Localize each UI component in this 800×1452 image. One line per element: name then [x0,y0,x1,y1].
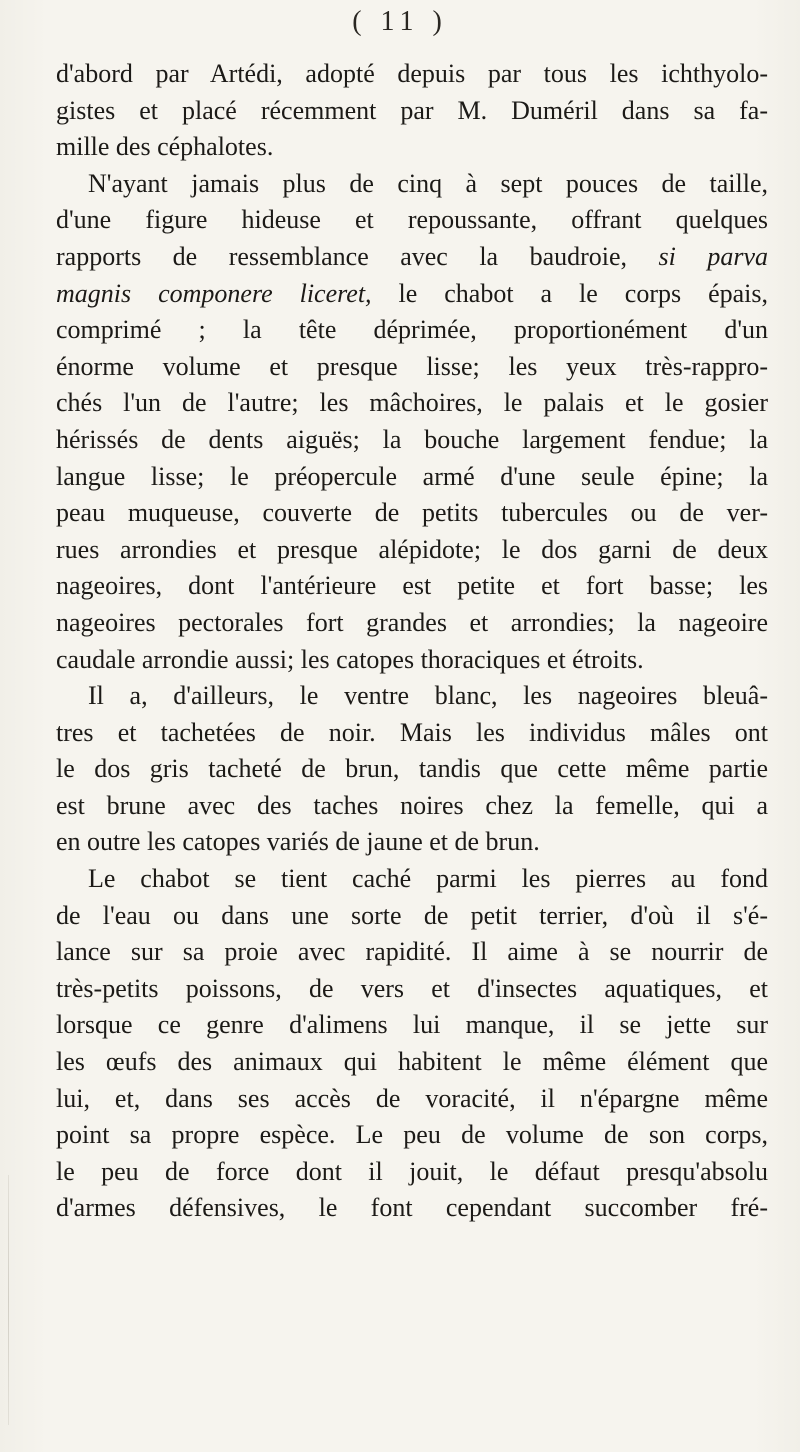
text-line: N'ayant jamais plus de cinq à sept pouces de taille, [88,168,768,198]
text-line: chés l'un de l'autre; les mâchoires, le palais et le gosier [56,388,768,418]
text-line: de l'eau ou dans une sorte de petit terrier, d'où il s'é- [56,900,768,930]
text-line: le peu de force dont il jouit, le défaut presqu'absolu [56,1156,768,1186]
text-line: lorsque ce genre d'alimens lui manque, il se jette sur [56,1010,768,1040]
text-line: caudale arrondie aussi; les catopes thoraciques et étroits. [56,644,644,674]
text-line: le dos gris tacheté de brun, tandis que cette même partie [56,754,768,784]
text-line: comprimé ; la tête déprimée, proportionément d'un [56,315,768,345]
text-line: langue lisse; le préopercule armé d'une seule épine; la [56,461,768,491]
latin-quote: magnis componere liceret, [56,278,372,308]
text-line: gistes et placé récemment par M. Duméril dans sa fa- [56,95,768,125]
latin-quote: si parva [658,241,768,271]
page-number-header: ( 11 ) [352,6,448,37]
text-line: Il a, d'ailleurs, le ventre blanc, les nageoires bleuâ- [88,681,768,711]
text-line: tres et tachetées de noir. Mais les individus mâles ont [56,717,768,747]
page-edge-shadow [8,1175,9,1425]
text-line: Le chabot se tient caché parmi les pierres au fond [88,864,768,894]
text-line: point sa propre espèce. Le peu de volume de son corps, [56,1120,768,1150]
text-line: les œufs des animaux qui habitent le même élément que [56,1047,768,1077]
text-line: très-petits poissons, de vers et d'insectes aquatiques, et [56,973,768,1003]
body-text [56,56,768,1227]
text-line: magnis componere liceret, le chabot a le corps épais, [56,278,768,308]
text-line: peau muqueuse, couverte de petits tubercules ou de ver- [56,498,768,528]
text-line: mille des céphalotes. [56,132,274,162]
text-line: rues arrondies et presque alépidote; le dos garni de deux [56,534,768,564]
text-line: hérissés de dents aiguës; la bouche largement fendue; la [56,424,768,454]
text-line: énorme volume et presque lisse; les yeux très-rappro- [56,351,768,381]
text-line: nageoires pectorales fort grandes et arrondies; la nageoire [56,607,768,637]
text-line: nageoires, dont l'antérieure est petite et fort basse; les [56,571,768,601]
text-line: en outre les catopes variés de jaune et de brun. [56,827,540,857]
text-line: est brune avec des taches noires chez la femelle, qui a [56,790,768,820]
text-line: lance sur sa proie avec rapidité. Il aime à se nourrir de [56,937,768,967]
text-line: rapports de ressemblance avec la baudroie, si parva [56,241,768,271]
text-line: d'armes défensives, le font cependant succomber fré- [56,1193,768,1223]
text-line: lui, et, dans ses accès de voracité, il n'épargne même [56,1083,768,1113]
text-line: d'une figure hideuse et repoussante, offrant quelques [56,205,768,235]
text-line: d'abord par Artédi, adopté depuis par tous les ichthyolo- [56,59,768,88]
